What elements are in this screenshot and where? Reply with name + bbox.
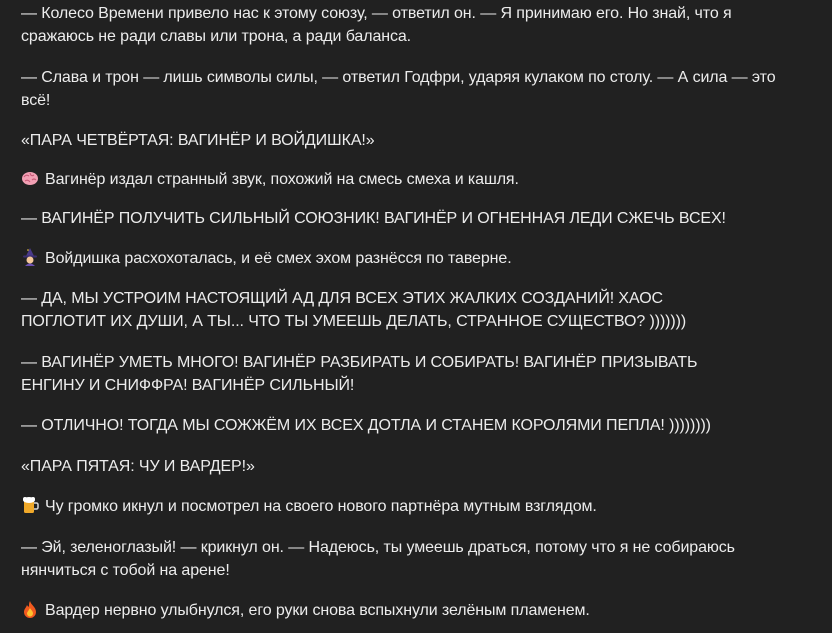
- paragraph: [21, 599, 801, 622]
- beer-icon: [21, 496, 39, 514]
- paragraph: [21, 351, 741, 397]
- paragraph-text: — ОТЛИЧНО! ТОГДА МЫ СОЖЖЁМ ИХ ВСЕХ ДОТЛА И СТАНЕМ КОРОЛЯМИ ПЕПЛА! )))))))): [21, 417, 711, 434]
- paragraph: [21, 455, 801, 478]
- paragraph-text: — Слава и трон — лишь символы силы, — ответил Годфри, ударяя кулаком по столу. — А сила — это всё!: [21, 69, 776, 109]
- witch-icon: [21, 248, 39, 266]
- paragraph: [21, 168, 801, 191]
- paragraph-text: — ДА, МЫ УСТРОИМ НАСТОЯЩИЙ АД ДЛЯ ВСЕХ ЭТИХ ЖАЛКИХ СОЗДАНИЙ! ХАОС ПОГЛОТИТ ИХ ДУШИ, А ТЫ... ЧТО ТЫ УМЕЕШЬ ДЕЛАТЬ, СТРАННОЕ СУЩЕСТВО? ))))))): [21, 290, 687, 330]
- paragraph-text: — ВАГИНЁР УМЕТЬ МНОГО! ВАГИНЁР РАЗБИРАТЬ И СОБИРАТЬ! ВАГИНЁР ПРИЗЫВАТЬ ЕНГИНУ И СНИФФРА! ВАГИНЁР СИЛЬНЫЙ!: [21, 354, 698, 394]
- paragraph-text: — ВАГИНЁР ПОЛУЧИТЬ СИЛЬНЫЙ СОЮЗНИК! ВАГИНЁР И ОГНЕННАЯ ЛЕДИ СЖЕЧЬ ВСЕХ!: [21, 210, 726, 227]
- paragraph-text: — Колесо Времени привело нас к этому союзу, — ответил он. — Я принимаю его. Но знай, что я сражаюсь не ради славы или трона, а ради баланса.: [21, 5, 732, 45]
- paragraph-text: Вагинёр издал странный звук, похожий на смесь смеха и кашля.: [45, 171, 519, 188]
- paragraph: [21, 495, 801, 518]
- paragraph-text: «ПАРА ЧЕТВЁРТАЯ: ВАГИНЁР И ВОЙДИШКА!»: [21, 132, 375, 149]
- paragraph-text: Вардер нервно улыбнулся, его руки снова вспыхнули зелёным пламенем.: [45, 602, 590, 619]
- paragraph-text: Чу громко икнул и посмотрел на своего нового партнёра мутным взглядом.: [45, 498, 597, 515]
- paragraph: [21, 129, 801, 152]
- paragraph-text: — Эй, зеленоглазый! — крикнул он. — Надеюсь, ты умеешь драться, потому что я не собираюсь нянчиться с тобой на арене!: [21, 539, 735, 579]
- paragraph: [21, 207, 811, 230]
- paragraph-text: Войдишка расхохоталась, и её смех эхом разнёсся по таверне.: [45, 250, 512, 267]
- paragraph: [21, 66, 801, 112]
- fire-icon: [21, 600, 39, 618]
- paragraph: [21, 414, 811, 437]
- paragraph: [21, 247, 801, 270]
- paragraph: [21, 536, 791, 582]
- paragraph: [21, 287, 721, 333]
- paragraph: [21, 2, 801, 48]
- brain-icon: [21, 169, 39, 187]
- paragraph-text: «ПАРА ПЯТАЯ: ЧУ И ВАРДЕР!»: [21, 458, 255, 475]
